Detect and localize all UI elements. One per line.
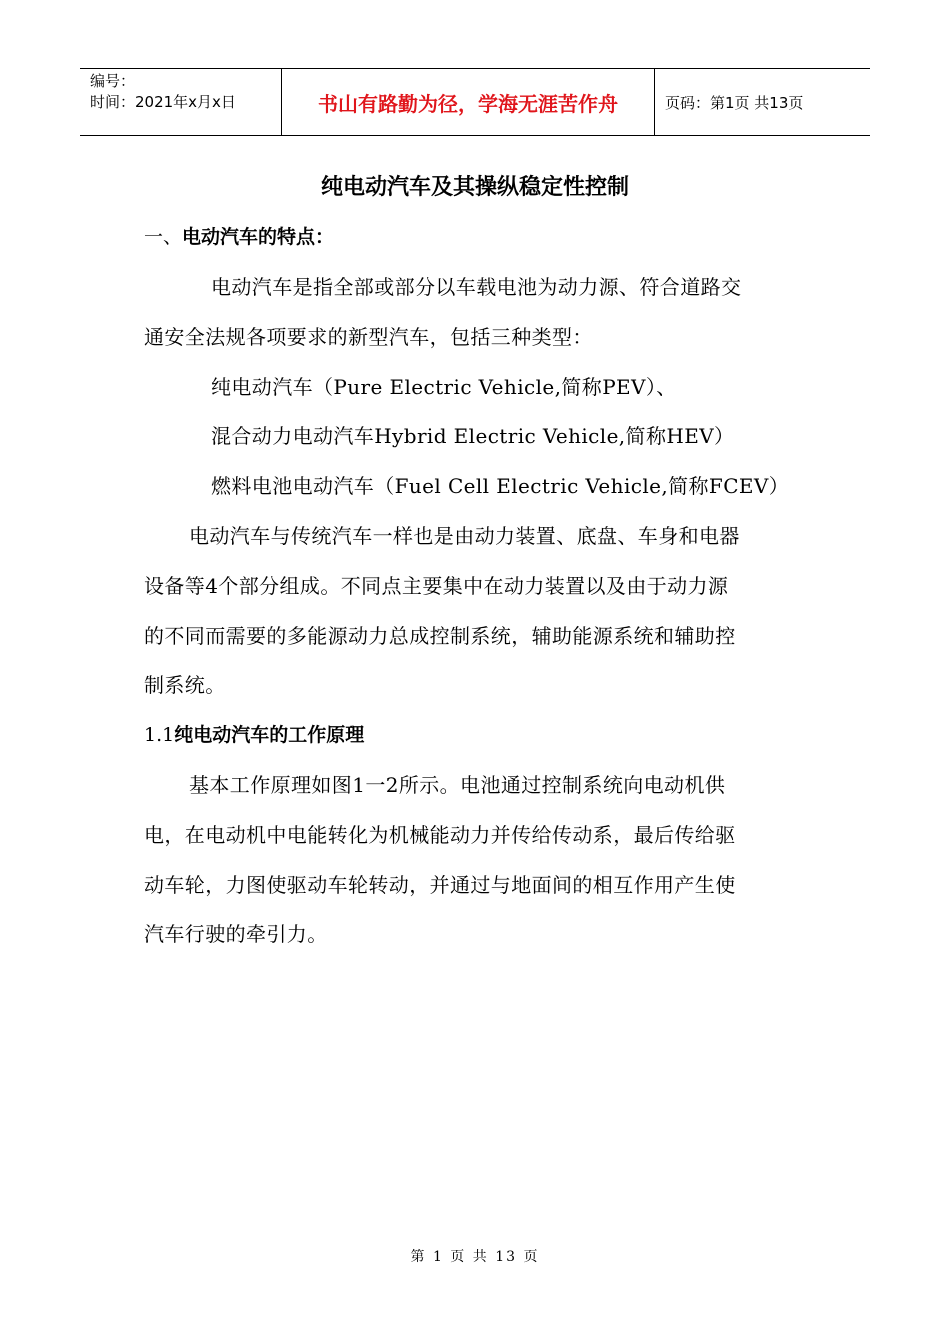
header-meta-cell <box>80 69 282 135</box>
paragraph-line: 动车轮，力图使驱动车轮转动，并通过与地面间的相互作用产生使 <box>144 873 736 897</box>
paragraph-line: 电动汽车是指全部或部分以车载电池为动力源、符合道路交 <box>211 275 742 299</box>
page-info-cell <box>655 69 870 135</box>
paragraph-line: 基本工作原理如图1一2所示。电池通过控制系统向电动机供 <box>189 773 726 797</box>
paragraph-line: 汽车行驶的牵引力。 <box>144 922 328 946</box>
section-1-1-prefix: 1.1 <box>144 724 175 746</box>
page-info-text: 页码：第1页 共13页 <box>665 93 804 112</box>
document-title: 纯电动汽车及其操纵稳定性控制 <box>320 175 629 200</box>
header-table <box>80 68 870 136</box>
section-1-1-heading <box>144 720 364 747</box>
time-label: 时间：2021年x月x日 <box>90 93 236 111</box>
section-1-heading-text: 电动汽车的特点： <box>182 226 335 248</box>
paragraph-line: 设备等4个部分组成。不同点主要集中在动力装置以及由于动力源 <box>144 574 729 598</box>
vehicle-type-item: 纯电动汽车（Pure Electric Vehicle,简称PEV）、 <box>211 375 677 399</box>
vehicle-type-item: 混合动力电动汽车Hybrid Electric Vehicle,简称HEV） <box>211 424 735 448</box>
motto-cell <box>282 69 655 135</box>
section-1-1-heading-text: 纯电动汽车的工作原理 <box>174 724 365 746</box>
vehicle-type-item: 燃料电池电动汽车（Fuel Cell Electric Vehicle,简称FCEV） <box>211 474 790 498</box>
paragraph-line: 制系统。 <box>144 673 226 697</box>
paragraph-line: 通安全法规各项要求的新型汽车，包括三种类型： <box>144 325 593 349</box>
page-footer: 第 1 页 共 13 页 <box>410 1249 540 1265</box>
paragraph-line: 电动汽车与传统汽车一样也是由动力装置、底盘、车身和电器 <box>189 524 740 548</box>
number-label: 编号： <box>90 72 136 90</box>
section-1-heading <box>144 222 334 249</box>
section-1-prefix: 一、 <box>144 226 183 248</box>
paragraph-line: 电，在电动机中电能转化为机械能动力并传给传动系，最后传给驱 <box>144 823 736 847</box>
motto-text: 书山有路勤为径，学海无涯苦作舟 <box>318 91 618 116</box>
paragraph-line: 的不同而需要的多能源动力总成控制系统，辅助能源系统和辅助控 <box>144 624 736 648</box>
